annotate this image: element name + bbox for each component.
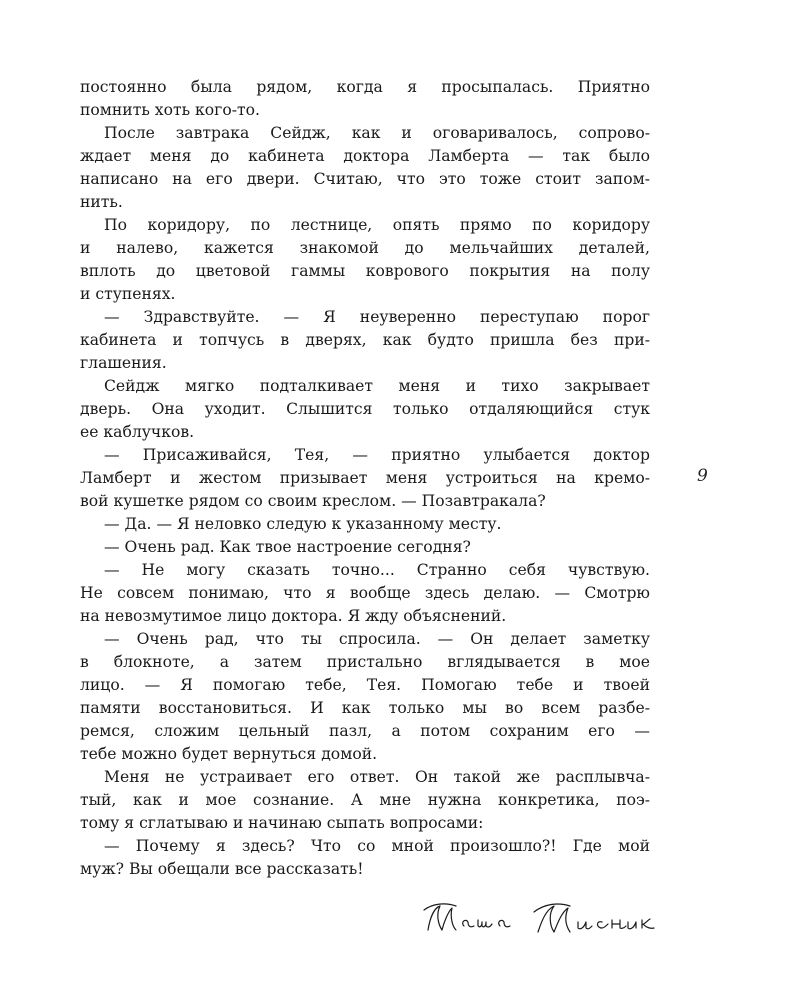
- text-line: и налево, кажется знакомой до мельчайших деталей,: [80, 239, 650, 257]
- text-line: — Очень рад. Как твое настроение сегодня?: [104, 538, 471, 556]
- text-line: на невозмутимое лицо доктора. Я жду объяснений.: [80, 607, 507, 625]
- text-line: вой кушетке рядом со своим креслом. — Позавтракала?: [80, 492, 546, 510]
- text-line: После завтрака Сейдж, как и оговаривалось, сопрово-: [104, 124, 650, 142]
- text-line: дверь. Она уходит. Слышится только отдаляющийся стук: [80, 400, 650, 418]
- text-line: — Очень рад, что ты спросила. — Он делает заметку: [104, 630, 650, 648]
- text-line: нить.: [80, 193, 123, 211]
- text-line: памяти восстановиться. И как только мы во всем разбе-: [80, 699, 650, 717]
- text-line: тому я сглатываю и начинаю сыпать вопросами:: [80, 814, 484, 832]
- text-line: Меня не устраивает его ответ. Он такой же расплывча-: [104, 768, 650, 786]
- body-text: [80, 76, 650, 881]
- text-line: — Присаживайся, Тея, — приятно улыбается доктор: [104, 446, 650, 464]
- text-line: тебе можно будет вернуться домой.: [80, 745, 378, 763]
- page-number: 9: [697, 466, 708, 486]
- text-line: и ступенях.: [80, 285, 176, 303]
- text-line: в блокноте, а затем пристально вглядывается в мое: [80, 653, 650, 671]
- text-line: ее каблучков.: [80, 423, 195, 441]
- text-line: — Не могу сказать точно... Странно себя чувствую.: [104, 561, 650, 579]
- text-line: Ламберт и жестом призывает меня устроиться на кремо-: [80, 469, 650, 487]
- text-line: Сейдж мягко подталкивает меня и тихо закрывает: [104, 377, 650, 395]
- text-line: вплоть до цветовой гаммы коврового покрытия на полу: [80, 262, 650, 280]
- text-line: ждает меня до кабинета доктора Ламберта — так было: [80, 147, 650, 165]
- author-signature: [420, 896, 660, 946]
- text-line: — Здравствуйте. — Я неуверенно переступаю порог: [104, 308, 650, 326]
- signature-graphic: [420, 896, 660, 946]
- text-line: тый, как и мое сознание. А мне нужна конкретика, поэ-: [80, 791, 650, 809]
- text-line: лицо. — Я помогаю тебе, Тея. Помогаю тебе и твоей: [80, 676, 650, 694]
- text-line: кабинета и топчусь в дверях, как будто пришла без при-: [80, 331, 650, 349]
- text-line: помнить хоть кого-то.: [80, 101, 260, 119]
- text-line: — Да. — Я неловко следую к указанному месту.: [104, 515, 502, 533]
- text-line: — Почему я здесь? Что со мной произошло?! Где мой: [104, 837, 650, 855]
- text-line: написано на его двери. Считаю, что это тоже стоит запом-: [80, 170, 650, 188]
- text-line: Не совсем понимаю, что я вообще здесь делаю. — Смотрю: [80, 584, 650, 602]
- text-line: постоянно была рядом, когда я просыпалась. Приятно: [80, 78, 650, 96]
- text-line: глашения.: [80, 354, 167, 372]
- text-line: муж? Вы обещали все рассказать!: [80, 860, 364, 878]
- text-line: ремся, сложим цельный пазл, а потом сохраним его —: [80, 722, 650, 740]
- text-line: По коридору, по лестнице, опять прямо по коридору: [104, 216, 650, 234]
